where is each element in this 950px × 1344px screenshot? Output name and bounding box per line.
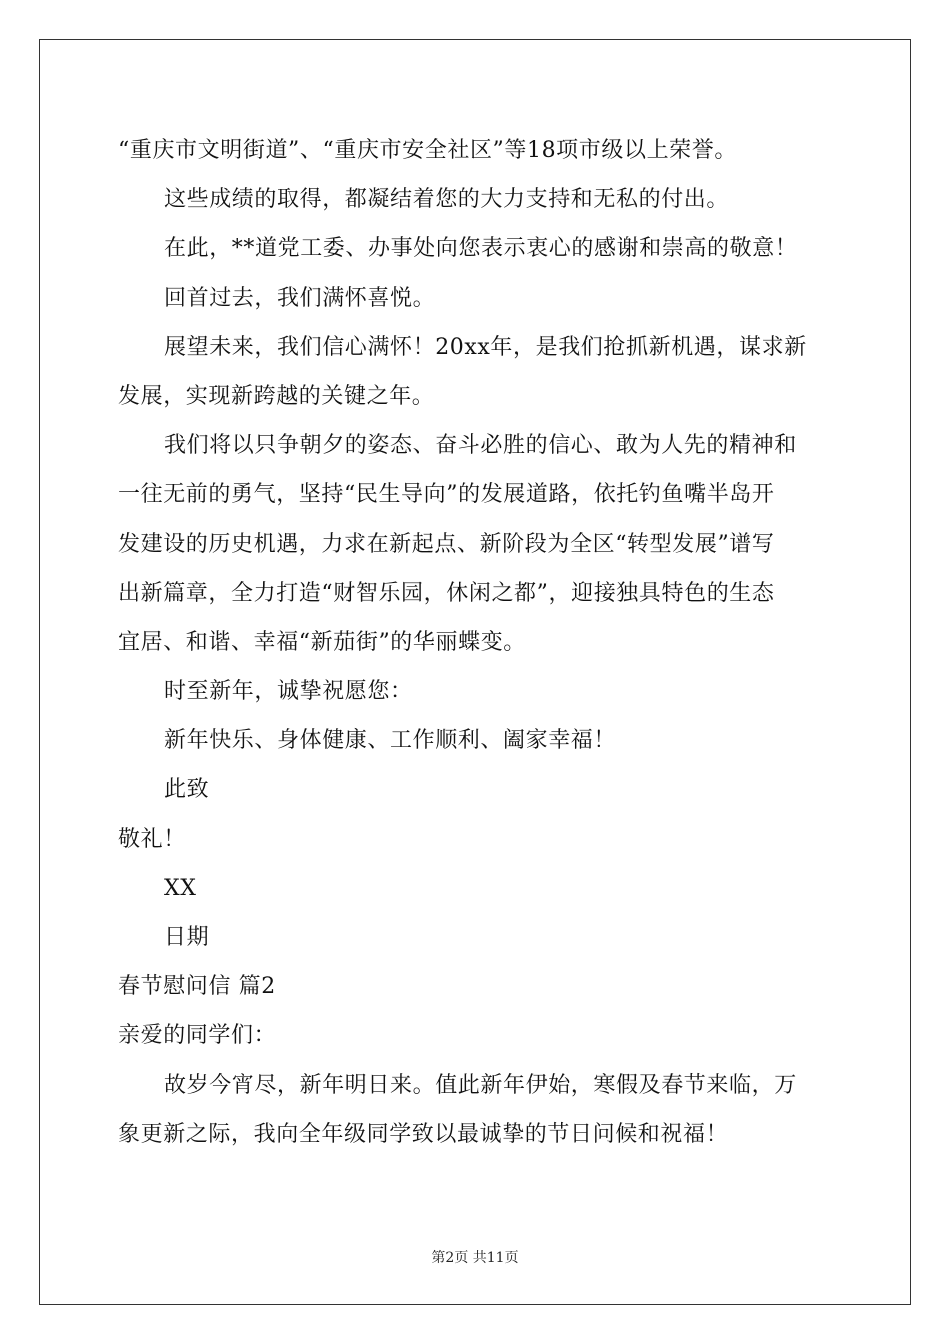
text-line: 发建设的历史机遇，力求在新起点、新阶段为全区“转型发展”谱写 xyxy=(118,531,775,557)
text-line: 日期 xyxy=(164,925,210,950)
text-line: 发展，实现新跨越的关键之年。 xyxy=(118,383,435,409)
text-line: 故岁今宵尽，新年明日来。值此新年伊始，寒假及春节来临，万 xyxy=(164,1072,797,1098)
text-line: “重庆市文明街道”、“重庆市安全社区”等18项市级以上荣誉。 xyxy=(118,138,737,163)
page-footer: 第2页 共11页 xyxy=(431,1250,519,1266)
text-line: 宜居、和谐、幸福“新茄街”的华丽蝶变。 xyxy=(118,629,526,655)
text-line: 出新篇章，全力打造“财智乐园，休闲之都”，迎接独具特色的生态 xyxy=(118,580,775,606)
text-line: 展望未来，我们信心满怀！20xx年，是我们抢抓新机遇，谋求新 xyxy=(164,334,807,360)
text-line: 回首过去，我们满怀喜悦。 xyxy=(164,285,436,311)
text-line: 敬礼！ xyxy=(118,826,186,852)
text-line: 此致 xyxy=(164,777,210,803)
text-line: 春节慰问信 篇2 xyxy=(118,974,276,1000)
text-line: 象更新之际，我向全年级同学致以最诚挚的节日问候和祝福！ xyxy=(118,1121,729,1147)
text-line: 这些成绩的取得，都凝结着您的大力支持和无私的付出。 xyxy=(164,187,730,213)
text-line: 我们将以只争朝夕的姿态、奋斗必胜的信心、敢为人先的精神和 xyxy=(164,433,797,459)
text-line: 在此，**道党工委、办事处向您表示衷心的感谢和崇高的敬意！ xyxy=(164,236,798,262)
text-line: XX xyxy=(164,875,197,901)
document-body xyxy=(118,126,838,1159)
text-line: 时至新年，诚挚祝愿您： xyxy=(164,679,413,705)
text-line: 亲爱的同学们： xyxy=(118,1023,277,1049)
text-line: 新年快乐、身体健康、工作顺利、阖家幸福！ xyxy=(164,728,617,754)
text-line: 一往无前的勇气，坚持“民生导向”的发展道路，依托钓鱼嘴半岛开 xyxy=(118,482,775,508)
